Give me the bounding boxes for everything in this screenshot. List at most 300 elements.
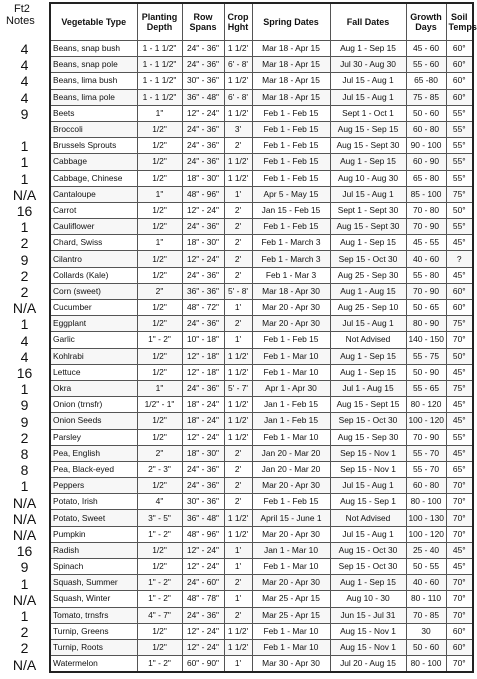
- cell-row-spans: 36" - 48": [182, 89, 224, 105]
- cell-soil-temps: 60°: [446, 89, 473, 105]
- cell-planting-depth: 4": [137, 494, 182, 510]
- cell-row-spans: 12" - 24": [182, 429, 224, 445]
- cell-planting-depth: 1/2": [137, 170, 182, 186]
- note-value: 9: [20, 105, 29, 122]
- cell-spring-dates: Feb 1 - Mar 3: [252, 267, 330, 283]
- cell-fall-dates: Not Advised: [330, 332, 406, 348]
- cell-crop-height: 2': [224, 607, 252, 623]
- table-row: [50, 348, 473, 364]
- cell-row-spans: 24" - 36": [182, 461, 224, 477]
- cell-vegetable-type: Carrot: [50, 202, 137, 218]
- table-row: [50, 138, 473, 154]
- cell-fall-dates: Sept 1 - Oct 1: [330, 105, 406, 121]
- cell-spring-dates: Mar 20 - Apr 30: [252, 316, 330, 332]
- cell-growth-days: 40 - 60: [406, 251, 446, 267]
- cell-fall-dates: Aug 15 - Sept 15: [330, 397, 406, 413]
- table-row: [50, 623, 473, 639]
- note-value: 8: [20, 462, 29, 479]
- cell-planting-depth: 1 - 1 1/2": [137, 57, 182, 73]
- note-value: 4: [20, 41, 29, 57]
- cell-fall-dates: Aug 1 - Aug 15: [330, 283, 406, 299]
- column-header-row-spans: Row Spans: [182, 3, 224, 41]
- cell-row-spans: 30" - 36": [182, 73, 224, 89]
- cell-row-spans: 12" - 24": [182, 105, 224, 121]
- note-value: N/A: [12, 591, 37, 608]
- note-value: 4: [20, 348, 29, 365]
- cell-crop-height: 1 1/2': [224, 429, 252, 445]
- cell-fall-dates: Aug 1 - Sep 15: [330, 154, 406, 170]
- cell-vegetable-type: Cucumber: [50, 300, 137, 316]
- cell-soil-temps: 70°: [446, 510, 473, 526]
- cell-growth-days: 80 - 110: [406, 591, 446, 607]
- cell-crop-height: 1 1/2': [224, 170, 252, 186]
- cell-spring-dates: Apr 1 - Apr 30: [252, 380, 330, 396]
- cell-planting-depth: 1/2": [137, 202, 182, 218]
- cell-spring-dates: Mar 18 - Apr 15: [252, 89, 330, 105]
- cell-row-spans: 24" - 36": [182, 154, 224, 170]
- cell-vegetable-type: Cabbage: [50, 154, 137, 170]
- cell-soil-temps: 70°: [446, 478, 473, 494]
- column-header-growth-days: Growth Days: [406, 3, 446, 41]
- cell-vegetable-type: Chard, Swiss: [50, 235, 137, 251]
- table-row: [50, 445, 473, 461]
- cell-crop-height: 1': [224, 559, 252, 575]
- cell-soil-temps: 45°: [446, 267, 473, 283]
- cell-growth-days: 140 - 150: [406, 332, 446, 348]
- table-row: [50, 429, 473, 445]
- cell-vegetable-type: Pea, Black-eyed: [50, 461, 137, 477]
- cell-growth-days: 55 - 70: [406, 461, 446, 477]
- cell-fall-dates: Aug 15 - Sep 15: [330, 121, 406, 137]
- cell-soil-temps: 55°: [446, 121, 473, 137]
- table-row: [50, 607, 473, 623]
- table-row: [50, 170, 473, 186]
- cell-spring-dates: Mar 30 - Apr 30: [252, 656, 330, 673]
- cell-crop-height: 1 1/2': [224, 348, 252, 364]
- cell-crop-height: 1 1/2': [224, 105, 252, 121]
- table-row: [50, 105, 473, 121]
- cell-spring-dates: Jan 20 - Mar 20: [252, 461, 330, 477]
- cell-growth-days: 50 - 90: [406, 364, 446, 380]
- cell-soil-temps: 55°: [446, 429, 473, 445]
- cell-growth-days: 50 - 60: [406, 639, 446, 655]
- cell-row-spans: 24" - 36": [182, 316, 224, 332]
- cell-vegetable-type: Beans, lima pole: [50, 89, 137, 105]
- cell-fall-dates: Aug 1 - Sep 15: [330, 235, 406, 251]
- cell-fall-dates: Aug 15 - Sep 30: [330, 429, 406, 445]
- cell-row-spans: 24" - 36": [182, 138, 224, 154]
- cell-vegetable-type: Squash, Summer: [50, 575, 137, 591]
- cell-soil-temps: 55°: [446, 170, 473, 186]
- cell-vegetable-type: Radish: [50, 542, 137, 558]
- cell-soil-temps: 60°: [446, 57, 473, 73]
- cell-growth-days: 60 - 90: [406, 154, 446, 170]
- cell-crop-height: 2': [224, 251, 252, 267]
- cell-fall-dates: Aug 15 - Nov 1: [330, 623, 406, 639]
- note-value: 1: [20, 219, 29, 236]
- cell-spring-dates: Feb 1 - Feb 15: [252, 138, 330, 154]
- cell-planting-depth: 1/2": [137, 121, 182, 137]
- cell-fall-dates: Not Advised: [330, 510, 406, 526]
- cell-planting-depth: 1": [137, 186, 182, 202]
- cell-spring-dates: Feb 1 - Feb 15: [252, 154, 330, 170]
- note-value: 16: [16, 365, 33, 381]
- cell-vegetable-type: Collards (Kale): [50, 267, 137, 283]
- cell-soil-temps: 45°: [446, 559, 473, 575]
- cell-planting-depth: 1" - 2": [137, 656, 182, 673]
- cell-growth-days: 70 - 80: [406, 202, 446, 218]
- cell-growth-days: 55 - 65: [406, 380, 446, 396]
- cell-planting-depth: 1" - 2": [137, 332, 182, 348]
- cell-vegetable-type: Brussels Sprouts: [50, 138, 137, 154]
- cell-row-spans: 36" - 48": [182, 510, 224, 526]
- cell-planting-depth: 1/2": [137, 478, 182, 494]
- cell-soil-temps: 45°: [446, 397, 473, 413]
- cell-growth-days: 70 - 90: [406, 429, 446, 445]
- cell-planting-depth: 1 - 1 1/2": [137, 89, 182, 105]
- cell-spring-dates: Feb 1 - Feb 15: [252, 332, 330, 348]
- cell-vegetable-type: Broccoli: [50, 121, 137, 137]
- cell-crop-height: 1 1/2': [224, 526, 252, 542]
- cell-growth-days: 70 - 90: [406, 219, 446, 235]
- cell-row-spans: 30" - 36": [182, 494, 224, 510]
- cell-crop-height: 1': [224, 332, 252, 348]
- cell-vegetable-type: Okra: [50, 380, 137, 396]
- cell-planting-depth: 1/2": [137, 316, 182, 332]
- cell-soil-temps: 45°: [446, 445, 473, 461]
- cell-vegetable-type: Squash, Winter: [50, 591, 137, 607]
- cell-fall-dates: Aug 15 - Sept 30: [330, 138, 406, 154]
- cell-vegetable-type: Beets: [50, 105, 137, 121]
- cell-growth-days: 60 - 80: [406, 121, 446, 137]
- cell-spring-dates: Feb 1 - Feb 15: [252, 219, 330, 235]
- cell-fall-dates: Aug 1 - Sep 15: [330, 348, 406, 364]
- cell-spring-dates: Feb 1 - Feb 15: [252, 121, 330, 137]
- note-value: 9: [20, 397, 29, 414]
- cell-vegetable-type: Onion (trnsfr): [50, 397, 137, 413]
- table-row: [50, 591, 473, 607]
- table-row: [50, 478, 473, 494]
- cell-growth-days: 75 - 85: [406, 89, 446, 105]
- cell-growth-days: 80 - 100: [406, 656, 446, 673]
- note-value: 1: [20, 608, 29, 624]
- note-value: N/A: [12, 300, 37, 317]
- table-row: [50, 186, 473, 202]
- cell-soil-temps: 75°: [446, 186, 473, 202]
- cell-row-spans: 24" - 36": [182, 380, 224, 396]
- cell-spring-dates: Feb 1 - Mar 10: [252, 623, 330, 639]
- cell-spring-dates: Mar 20 - Apr 30: [252, 300, 330, 316]
- cell-row-spans: 24" - 36": [182, 41, 224, 57]
- cell-growth-days: 55 - 80: [406, 267, 446, 283]
- table-row: [50, 154, 473, 170]
- cell-fall-dates: Aug 15 - Oct 30: [330, 542, 406, 558]
- cell-planting-depth: 1/2": [137, 219, 182, 235]
- cell-row-spans: 48" - 96": [182, 186, 224, 202]
- cell-planting-depth: 2": [137, 445, 182, 461]
- cell-fall-dates: Jul 30 - Aug 30: [330, 57, 406, 73]
- cell-fall-dates: Sep 15 - Oct 30: [330, 413, 406, 429]
- cell-soil-temps: 60°: [446, 283, 473, 299]
- cell-fall-dates: Jul 15 - Aug 1: [330, 73, 406, 89]
- cell-spring-dates: Jan 1 - Feb 15: [252, 397, 330, 413]
- note-value: 1: [20, 381, 29, 398]
- cell-spring-dates: Mar 18 - Apr 15: [252, 73, 330, 89]
- table-row: [50, 526, 473, 542]
- cell-fall-dates: Aug 10 - 30: [330, 591, 406, 607]
- cell-row-spans: 24" - 36": [182, 607, 224, 623]
- cell-crop-height: 2': [224, 219, 252, 235]
- cell-soil-temps: 60°: [446, 73, 473, 89]
- cell-soil-temps: ?: [446, 251, 473, 267]
- cell-spring-dates: Jan 1 - Feb 15: [252, 413, 330, 429]
- cell-fall-dates: Aug 25 - Sep 10: [330, 300, 406, 316]
- cell-planting-depth: 1/2": [137, 429, 182, 445]
- cell-spring-dates: Feb 1 - March 3: [252, 251, 330, 267]
- cell-crop-height: 1': [224, 656, 252, 673]
- cell-planting-depth: 1" - 2": [137, 575, 182, 591]
- cell-soil-temps: 45°: [446, 235, 473, 251]
- cell-spring-dates: Mar 25 - Apr 15: [252, 591, 330, 607]
- cell-planting-depth: 1/2": [137, 639, 182, 655]
- cell-crop-height: 2': [224, 478, 252, 494]
- cell-growth-days: 100 - 120: [406, 413, 446, 429]
- cell-vegetable-type: Turnip, Greens: [50, 623, 137, 639]
- cell-vegetable-type: Beans, snap bush: [50, 41, 137, 57]
- cell-growth-days: 25 - 40: [406, 542, 446, 558]
- cell-planting-depth: 1 - 1 1/2": [137, 41, 182, 57]
- note-value: 9: [20, 413, 29, 430]
- cell-planting-depth: 4" - 7": [137, 607, 182, 623]
- cell-crop-height: 1 1/2': [224, 510, 252, 526]
- note-value: 8: [20, 446, 29, 462]
- table-row: [50, 121, 473, 137]
- cell-crop-height: 1 1/2': [224, 73, 252, 89]
- table-row: [50, 219, 473, 235]
- cell-growth-days: 50 - 60: [406, 105, 446, 121]
- note-value: 2: [20, 267, 29, 284]
- table-row: [50, 89, 473, 105]
- table-row: [50, 235, 473, 251]
- cell-vegetable-type: Cabbage, Chinese: [50, 170, 137, 186]
- ft2-label: Ft2: [14, 3, 30, 15]
- column-header-planting-depth: Planting Depth: [137, 3, 182, 41]
- cell-vegetable-type: Potato, Sweet: [50, 510, 137, 526]
- cell-planting-depth: 1/2": [137, 623, 182, 639]
- cell-growth-days: 80 - 90: [406, 316, 446, 332]
- cell-spring-dates: Mar 18 - Apr 15: [252, 57, 330, 73]
- cell-growth-days: 65 - 80: [406, 170, 446, 186]
- note-value: 4: [20, 73, 29, 90]
- cell-spring-dates: Feb 1 - Mar 10: [252, 429, 330, 445]
- note-value: N/A: [12, 494, 37, 511]
- note-value: N/A: [12, 656, 37, 673]
- cell-crop-height: 2': [224, 267, 252, 283]
- column-header-spring-dates: Spring Dates: [252, 3, 330, 41]
- cell-spring-dates: Jan 1 - Mar 10: [252, 542, 330, 558]
- cell-fall-dates: Aug 1 - Sep 15: [330, 41, 406, 57]
- cell-planting-depth: 1/2": [137, 138, 182, 154]
- cell-crop-height: 2': [224, 445, 252, 461]
- cell-planting-depth: 1": [137, 235, 182, 251]
- cell-spring-dates: Jan 15 - Feb 15: [252, 202, 330, 218]
- cell-fall-dates: Jul 15 - Aug 1: [330, 526, 406, 542]
- cell-soil-temps: 45°: [446, 542, 473, 558]
- cell-vegetable-type: Cauliflower: [50, 219, 137, 235]
- cell-spring-dates: Mar 18 - Apr 30: [252, 283, 330, 299]
- cell-row-spans: 24" - 36": [182, 267, 224, 283]
- cell-spring-dates: Feb 1 - Mar 10: [252, 348, 330, 364]
- cell-crop-height: 5' - 7': [224, 380, 252, 396]
- cell-planting-depth: 1/2": [137, 251, 182, 267]
- cell-fall-dates: Jul 1 - Aug 15: [330, 380, 406, 396]
- cell-row-spans: 12" - 24": [182, 251, 224, 267]
- cell-fall-dates: Jul 20 - Aug 15: [330, 656, 406, 673]
- cell-planting-depth: 1 - 1 1/2": [137, 73, 182, 89]
- table-row: [50, 267, 473, 283]
- cell-spring-dates: Mar 20 - Apr 30: [252, 575, 330, 591]
- cell-crop-height: 2': [224, 202, 252, 218]
- cell-crop-height: 2': [224, 316, 252, 332]
- cell-soil-temps: 55°: [446, 105, 473, 121]
- cell-spring-dates: Feb 1 - Feb 15: [252, 105, 330, 121]
- cell-fall-dates: Sep 15 - Nov 1: [330, 461, 406, 477]
- cell-row-spans: 24" - 36": [182, 219, 224, 235]
- cell-row-spans: 18" - 24": [182, 413, 224, 429]
- cell-spring-dates: Mar 25 - Apr 15: [252, 607, 330, 623]
- cell-fall-dates: Sep 15 - Nov 1: [330, 445, 406, 461]
- cell-soil-temps: 45°: [446, 364, 473, 380]
- cell-growth-days: 90 - 100: [406, 138, 446, 154]
- column-header-fall-dates: Fall Dates: [330, 3, 406, 41]
- cell-growth-days: 85 - 100: [406, 186, 446, 202]
- cell-vegetable-type: Lettuce: [50, 364, 137, 380]
- cell-spring-dates: Feb 1 - Mar 10: [252, 639, 330, 655]
- cell-fall-dates: Jul 15 - Aug 1: [330, 478, 406, 494]
- cell-planting-depth: 1/2": [137, 348, 182, 364]
- cell-growth-days: 40 - 60: [406, 575, 446, 591]
- table-row: [50, 413, 473, 429]
- cell-vegetable-type: Cilantro: [50, 251, 137, 267]
- table-row: [50, 494, 473, 510]
- cell-growth-days: 45 - 55: [406, 235, 446, 251]
- cell-soil-temps: 70°: [446, 575, 473, 591]
- note-value: 2: [20, 624, 29, 641]
- cell-crop-height: 1 1/2': [224, 413, 252, 429]
- cell-spring-dates: Mar 20 - Apr 30: [252, 526, 330, 542]
- column-header-crop-height: Crop Hght: [224, 3, 252, 41]
- table-row: [50, 559, 473, 575]
- notes-header: [6, 3, 48, 27]
- cell-spring-dates: Feb 1 - March 3: [252, 235, 330, 251]
- cell-spring-dates: Feb 1 - Mar 10: [252, 559, 330, 575]
- column-header-soil-temps: Soil Temps: [446, 3, 473, 41]
- cell-spring-dates: Feb 1 - Feb 15: [252, 170, 330, 186]
- cell-fall-dates: Aug 10 - Aug 30: [330, 170, 406, 186]
- cell-crop-height: 2': [224, 575, 252, 591]
- cell-planting-depth: 1/2": [137, 300, 182, 316]
- cell-crop-height: 1 1/2': [224, 639, 252, 655]
- cell-soil-temps: 50°: [446, 202, 473, 218]
- table-row: [50, 57, 473, 73]
- table-row: [50, 316, 473, 332]
- cell-growth-days: 70 - 90: [406, 283, 446, 299]
- cell-planting-depth: 1/2": [137, 542, 182, 558]
- planting-table: [49, 2, 477, 673]
- cell-vegetable-type: Watermelon: [50, 656, 137, 673]
- cell-spring-dates: Jan 20 - Mar 20: [252, 445, 330, 461]
- note-value: 2: [20, 284, 29, 300]
- cell-crop-height: 2': [224, 494, 252, 510]
- note-value: 4: [20, 57, 29, 74]
- cell-row-spans: 24" - 36": [182, 478, 224, 494]
- cell-growth-days: 55 - 60: [406, 57, 446, 73]
- cell-crop-height: 1 1/2': [224, 41, 252, 57]
- cell-vegetable-type: Turnip, Roots: [50, 639, 137, 655]
- cell-fall-dates: Jun 15 - Jul 31: [330, 607, 406, 623]
- cell-crop-height: 1': [224, 300, 252, 316]
- cell-fall-dates: Jul 15 - Aug 1: [330, 89, 406, 105]
- cell-growth-days: 50 - 65: [406, 300, 446, 316]
- cell-crop-height: 5' - 8': [224, 283, 252, 299]
- table-row: [50, 364, 473, 380]
- cell-vegetable-type: Tomato, trnsfrs: [50, 607, 137, 623]
- cell-soil-temps: 70°: [446, 494, 473, 510]
- cell-fall-dates: Sep 15 - Oct 30: [330, 251, 406, 267]
- cell-planting-depth: 1/2": [137, 267, 182, 283]
- cell-spring-dates: April 15 - June 1: [252, 510, 330, 526]
- cell-growth-days: 30: [406, 623, 446, 639]
- table-row: [50, 251, 473, 267]
- cell-row-spans: 12" - 24": [182, 559, 224, 575]
- cell-row-spans: 24" - 36": [182, 121, 224, 137]
- cell-row-spans: 12" - 24": [182, 639, 224, 655]
- cell-planting-depth: 1" - 2": [137, 526, 182, 542]
- cell-row-spans: 24" - 36": [182, 57, 224, 73]
- cell-crop-height: 1 1/2': [224, 154, 252, 170]
- cell-soil-temps: 60°: [446, 639, 473, 655]
- cell-row-spans: 18" - 30": [182, 235, 224, 251]
- note-value: 1: [20, 138, 29, 155]
- cell-planting-depth: 1/2": [137, 559, 182, 575]
- table-row: [50, 639, 473, 655]
- cell-crop-height: 2': [224, 138, 252, 154]
- notes-label: Notes: [6, 15, 35, 27]
- cell-vegetable-type: Spinach: [50, 559, 137, 575]
- cell-vegetable-type: Garlic: [50, 332, 137, 348]
- table-row: [50, 41, 473, 57]
- cell-crop-height: 2': [224, 235, 252, 251]
- cell-crop-height: 3': [224, 121, 252, 137]
- cell-spring-dates: Mar 20 - Apr 30: [252, 478, 330, 494]
- cell-crop-height: 1': [224, 186, 252, 202]
- cell-crop-height: 6' - 8': [224, 89, 252, 105]
- cell-fall-dates: Aug 15 - Sep 1: [330, 494, 406, 510]
- cell-crop-height: 1': [224, 591, 252, 607]
- note-value: N/A: [12, 527, 37, 543]
- cell-growth-days: 100 - 120: [406, 526, 446, 542]
- cell-vegetable-type: Eggplant: [50, 316, 137, 332]
- cell-fall-dates: Aug 15 - Nov 1: [330, 639, 406, 655]
- cell-growth-days: 65 -80: [406, 73, 446, 89]
- cell-planting-depth: 1": [137, 380, 182, 396]
- table-row: [50, 397, 473, 413]
- cell-vegetable-type: Pumpkin: [50, 526, 137, 542]
- cell-vegetable-type: Peppers: [50, 478, 137, 494]
- cell-planting-depth: 2": [137, 283, 182, 299]
- note-value: 1: [20, 575, 29, 592]
- cell-row-spans: 12" - 18": [182, 364, 224, 380]
